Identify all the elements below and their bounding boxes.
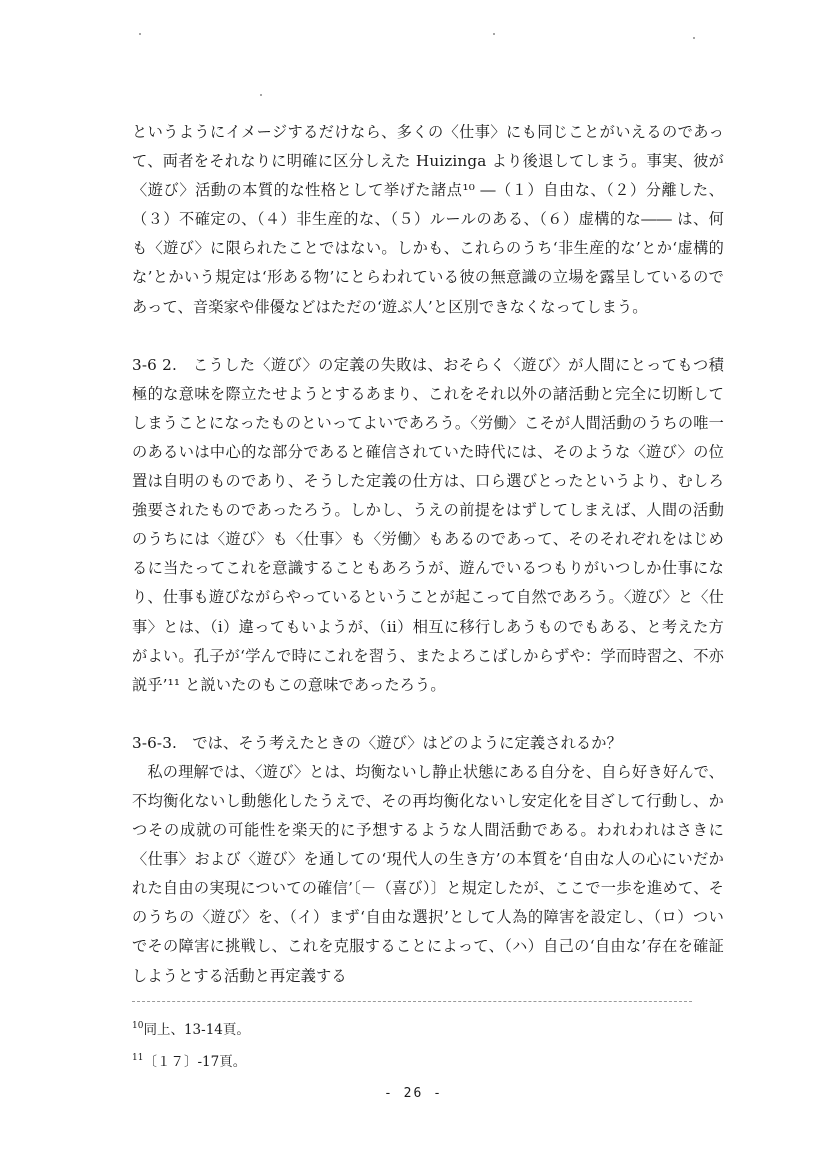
footnote-text: 〔１７〕-17頁。: [143, 1054, 247, 1070]
paragraph-gap: [132, 700, 724, 729]
footnote-text: 同上、13-14頁。: [143, 1022, 250, 1038]
footnote-10: [132, 1012, 692, 1044]
scan-speck: [139, 33, 141, 35]
paragraph-continuation: というようにイメージするだけなら、多くの〈仕事〉にも同じことがいえるのであって、両者をそれなりに明確に区分しえた Huizinga より後退してしまう。事実、彼が〈遊び〉活動の本質的な性格として挙げた諸点¹⁰ ―（１）自由な、（２）分離した、（３）不確定の、（４）非生産的な、（５）ルールのある、（６）虚構的な―― は、何も〈遊び〉に限られたことではない。しかも、これらのうち‘非生産的な’とか‘虚構的な’とかいう規定は‘形ある物’にとらわれている彼の無意識の立場を露呈しているのであって、音楽家や俳優などはただの‘遊ぶ人’と区別できなくなってしまう。: [132, 123, 724, 316]
page-number: - 26 -: [384, 1086, 443, 1101]
scan-speck: [493, 33, 495, 35]
paragraph-definition: 私の理解では、〈遊び〉とは、均衡ないし静止状態にある自分を、自ら好き好んで、不均衡化ないし動態化したうえで、その再均衡化ないし安定化を目ざして行動し、かつその成就の可能性を楽天的に予想するような人間活動である。われわれはさきに〈仕事〉および〈遊び〉を通しての‘現代人の生き方’の本質を‘自由な人の心にいだかれた自由の実現についての確信’〔－（喜び）〕と規定したが、ここで一歩を進めて、そのうちの〈遊び〉を、（イ）まず‘自由な選択’として人為的障害を設定し、（ロ）ついでその障害に挑戦し、これを克服することによって、（ハ）自己の‘自由な’存在を確証しようとする活動と再定義する: [132, 762, 724, 985]
body-text: [132, 118, 724, 991]
footnote-mark: 10: [132, 1021, 144, 1031]
footnote-11: [132, 1044, 692, 1076]
paragraph-gap: [132, 322, 724, 351]
paragraph-section-3-6-2: 3-6 2. こうした〈遊び〉の定義の失敗は、おそらく〈遊び〉が人間にとってもつ積極的な意味を際立たせようとするあまり、これをそれ以外の諸活動と完全に切断してしまうことになったものといってよいであろう。〈労働〉こそが人間活動のうちの唯一のあるいは中心的な部分であると確信されていた時代には、そのような〈遊び〉の位置は自明のものであり、そうした定義の仕方は、口ら選びとったというより、むしろ強要されたものであったろう。しかし、うえの前提をはずしてしまえば、人間の活動のうちには〈遊び〉も〈仕事〉も〈労働〉もあるのであって、そのそれぞれをはじめるに当たってこれを意識することもあろうが、遊んでいるつもりがいつしか仕事になり、仕事も遊びながらやっているということが起こって自然であろう。〈遊び〉と〈仕事〉とは、（i）違ってもいようが、（ii）相互に移行しあうものでもある、と考えた方がよい。孔子が‘学んで時にこれを習う、またよろこばしからずや：学而時習之、不亦説乎’¹¹ と説いたのもこの意味であったろう。: [132, 355, 724, 694]
scan-speck: [693, 37, 695, 39]
section-heading-3-6-3: 3-6-3. では、そう考えたときの〈遊び〉はどのように定義されるか？: [132, 733, 622, 752]
scan-speck: [260, 94, 262, 96]
footnote-mark: 11: [132, 1053, 144, 1063]
footnote-divider: [132, 1001, 692, 1002]
footnotes: [132, 1012, 692, 1076]
